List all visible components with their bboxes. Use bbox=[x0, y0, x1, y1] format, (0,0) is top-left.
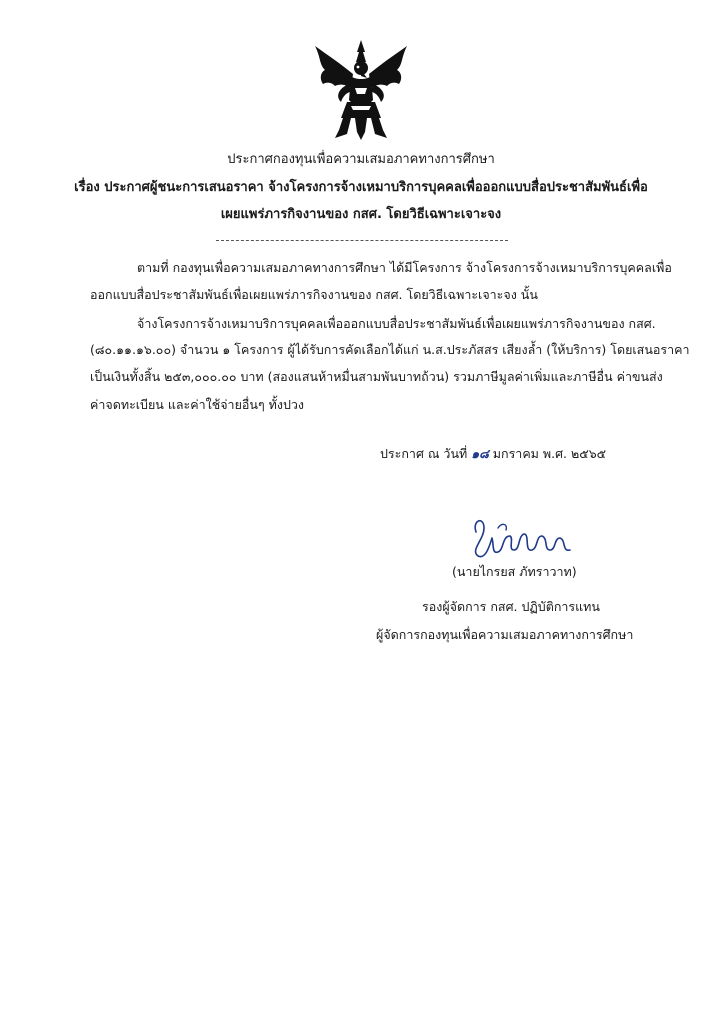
body-line-6: ค่าจดทะเบียน และค่าใช้จ่ายอื่นๆ ทั้งปวง bbox=[90, 397, 305, 412]
announcement-heading: ประกาศกองทุนเพื่อความเสมอภาคทางการศึกษา bbox=[227, 152, 495, 167]
body-line-4: (๘๐.๑๑.๑๖.๐๐) จำนวน ๑ โครงการ ผู้ได้รับการคัดเลือกได้แก่ น.ส.ประภัสสร เสียงล้ำ (ให้บริการ) โดยเสนอราคา bbox=[90, 342, 690, 357]
separator-line bbox=[216, 240, 508, 241]
body-line-2: ออกแบบสื่อประชาสัมพันธ์เพื่อเผยแพร่ภารกิจงานของ กสศ. โดยวิธีเฉพาะเจาะจง นั้น bbox=[90, 287, 538, 302]
subject-line-2: เผยแพร่ภารกิจงานของ กสศ. โดยวิธีเฉพาะเจาะจง bbox=[220, 207, 502, 222]
date-prefix: ประกาศ ณ วันที่ bbox=[380, 446, 468, 461]
signer-name: (นายไกรยส ภัทราวาท) bbox=[452, 564, 577, 579]
date-day: ๑๘ bbox=[471, 446, 489, 461]
date-rest: มกราคม พ.ศ. ๒๕๖๕ bbox=[492, 446, 607, 461]
announcement-date bbox=[380, 444, 606, 464]
garuda-emblem-icon bbox=[311, 38, 411, 142]
subject-line-1: เรื่อง ประกาศผู้ชนะการเสนอราคา จ้างโครงการจ้างเหมาบริการบุคคลเพื่อออกแบบสื่อประชาสัมพันธ์เพื่อ bbox=[74, 180, 648, 195]
body-line-1: ตามที่ กองทุนเพื่อความเสมอภาคทางการศึกษา ได้มีโครงการ จ้างโครงการจ้างเหมาบริการบุคคลเพื่อ bbox=[137, 260, 672, 275]
signer-position-1: รองผู้จัดการ กสศ. ปฏิบัติการแทน bbox=[422, 599, 600, 614]
body-line-5: เป็นเงินทั้งสิ้น ๒๕๓,๐๐๐.๐๐ บาท (สองแสนห้าหมื่นสามพันบาทถ้วน) รวมภาษีมูลค่าเพิ่มและภาษีอื่น ค่าขนส่ง bbox=[90, 369, 663, 384]
signature-icon bbox=[462, 510, 580, 564]
signer-position-2: ผู้จัดการกองทุนเพื่อความเสมอภาคทางการศึกษา bbox=[376, 627, 634, 642]
body-line-3: จ้างโครงการจ้างเหมาบริการบุคคลเพื่อออกแบบสื่อประชาสัมพันธ์เพื่อเผยแพร่ภารกิจงานของ กสศ. bbox=[137, 316, 656, 331]
